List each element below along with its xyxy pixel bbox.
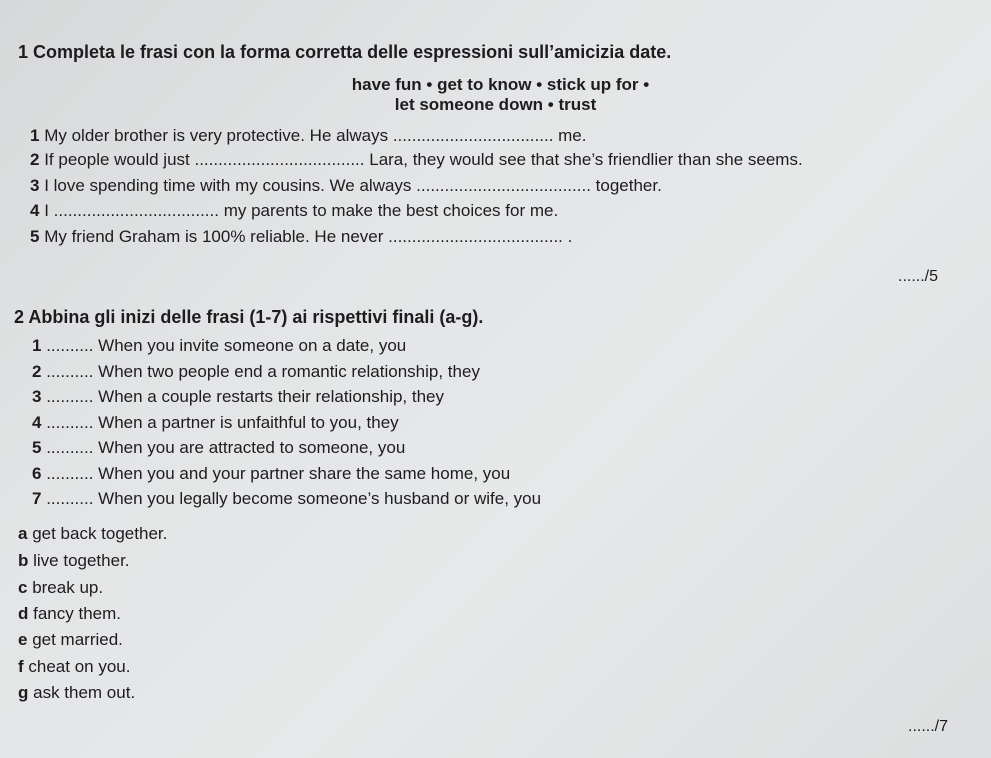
ex2-item-number: 3	[32, 387, 42, 406]
ex1-answer-blank[interactable]: ..................................	[392, 126, 554, 145]
ex2-item-number: 6	[32, 464, 42, 483]
ex2-item-text: When two people end a romantic relationship, they	[93, 362, 480, 381]
ex2-ending-letter: c	[18, 578, 28, 597]
ex2-answer-blank[interactable]: ..........	[46, 387, 94, 406]
ex1-sentence	[30, 150, 803, 170]
ex1-sentence-number: 5	[30, 227, 40, 246]
ex1-sentence-text: together.	[590, 176, 662, 195]
ex1-sentence-number: 4	[30, 201, 40, 220]
ex1-answer-blank[interactable]: .....................................	[416, 176, 591, 195]
ex1-sentence-number: 1	[30, 126, 40, 145]
ex2-item-number: 4	[32, 413, 42, 432]
ex2-item-text: When you and your partner share the same home, you	[93, 464, 511, 483]
ex1-sentence-text: My friend Graham is 100% reliable. He never	[44, 227, 389, 246]
ex2-answer-blank[interactable]: ..........	[46, 413, 94, 432]
word-box-line-1: have fun • get to know • stick up for •	[351, 75, 650, 94]
ex1-sentence-text: Lara, they would see that she’s friendlier than she seems.	[364, 150, 803, 169]
exercise-1-title: 1 Completa le frasi con la forma corretta delle espressioni sull’amicizia date.	[18, 42, 672, 62]
ex2-ending-letter: b	[18, 551, 29, 570]
ex2-ending-text: break up.	[27, 578, 104, 597]
ex1-sentence-text: my parents to make the best choices for me.	[218, 201, 559, 220]
ex2-ending-text: live together.	[28, 551, 130, 570]
ex2-ending-text: ask them out.	[28, 683, 136, 702]
ex2-item-number: 2	[32, 362, 42, 381]
ex2-ending-text: cheat on you.	[23, 657, 131, 676]
word-box-line-2: let someone down • trust	[394, 95, 597, 114]
ex1-sentence-text: I love spending time with my cousins. We always	[44, 176, 417, 195]
ex2-answer-blank[interactable]: ..........	[46, 489, 94, 508]
ex2-item	[32, 413, 399, 433]
ex2-item-text: When a partner is unfaithful to you, they	[93, 413, 399, 432]
ex1-sentence-number: 3	[30, 176, 40, 195]
ex2-ending	[18, 630, 123, 650]
ex2-item	[32, 464, 510, 484]
ex1-sentence	[30, 126, 586, 146]
ex2-ending-letter: a	[18, 524, 28, 543]
ex1-answer-blank[interactable]: ....................................	[194, 150, 365, 169]
ex1-sentence-text: .	[562, 227, 573, 246]
ex1-sentence	[30, 227, 572, 247]
ex2-item-number: 5	[32, 438, 42, 457]
ex2-ending-letter: e	[18, 630, 28, 649]
ex2-item-text: When you are attracted to someone, you	[93, 438, 406, 457]
ex2-item	[32, 438, 405, 458]
ex2-item	[32, 387, 444, 407]
ex1-sentence	[30, 201, 558, 221]
ex2-item-text: When you invite someone on a date, you	[93, 336, 407, 355]
ex2-item-number: 1	[32, 336, 42, 355]
ex1-sentence-text: My older brother is very protective. He always	[44, 126, 393, 145]
ex2-item	[32, 362, 480, 382]
ex2-ending	[18, 578, 103, 598]
ex2-ending	[18, 657, 130, 677]
ex2-item-text: When you legally become someone’s husband or wife, you	[93, 489, 542, 508]
ex2-ending	[18, 604, 121, 624]
ex2-ending	[18, 551, 130, 571]
ex1-sentence-text: me.	[553, 126, 587, 145]
exercise-2-title: 2 Abbina gli inizi delle frasi (1-7) ai rispettivi finali (a-g).	[14, 307, 484, 327]
ex2-ending-text: get back together.	[27, 524, 168, 543]
ex2-item	[32, 336, 406, 356]
ex2-ending-letter: d	[18, 604, 29, 623]
ex2-ending-text: get married.	[27, 630, 123, 649]
ex1-sentence-text: I	[44, 201, 54, 220]
ex1-answer-blank[interactable]: ...................................	[53, 201, 219, 220]
ex2-answer-blank[interactable]: ..........	[46, 336, 94, 355]
ex1-answer-blank[interactable]: .....................................	[388, 227, 563, 246]
ex2-answer-blank[interactable]: ..........	[46, 362, 94, 381]
ex2-ending	[18, 524, 167, 544]
ex2-ending-letter: f	[18, 657, 24, 676]
ex2-item	[32, 489, 541, 509]
ex1-sentence-number: 2	[30, 150, 40, 169]
ex2-ending-text: fancy them.	[28, 604, 121, 623]
ex2-item-number: 7	[32, 489, 42, 508]
ex2-answer-blank[interactable]: ..........	[46, 464, 94, 483]
ex2-ending	[18, 683, 135, 703]
ex1-sentence	[30, 176, 662, 196]
ex2-ending-letter: g	[18, 683, 29, 702]
ex2-answer-blank[interactable]: ..........	[46, 438, 94, 457]
ex1-sentence-text: If people would just	[44, 150, 195, 169]
ex2-item-text: When a couple restarts their relationship, they	[93, 387, 445, 406]
exercise-2-score: ....../7	[908, 718, 949, 735]
exercise-1-score: ....../5	[898, 268, 939, 285]
